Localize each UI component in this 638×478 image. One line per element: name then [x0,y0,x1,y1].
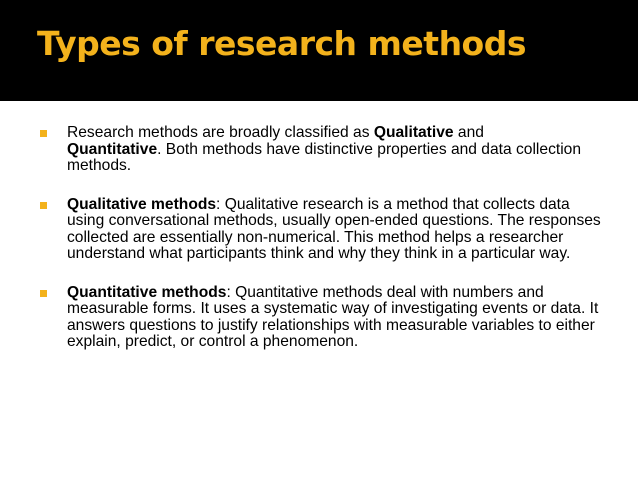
bullet-bold-term: Quantitative [67,140,158,158]
square-bullet-icon [40,130,47,137]
square-bullet-icon [40,290,47,297]
bullet-item-qualitative [40,197,610,263]
square-bullet-icon [40,202,47,209]
bullet-item-quantitative [40,285,610,351]
bullet-bold-term: Qualitative methods [67,195,217,213]
title-bar [0,0,638,101]
bullet-text: : Qualitative research is a method that collects data using conversational methods, usually open-ended questions. The responses collected are essentially non-numerical. This method helps a researcher understand what participants think and why they think in a particular way. [67,195,601,262]
bullet-list [40,125,610,373]
bullet-bold-term: Qualitative [373,124,454,141]
bullet-bold-term: Quantitative methods [67,283,227,301]
bullet-text: : Quantitative methods deal with numbers and measurable forms. It uses a systematic way of investigating events or data. It answers questions to justify relationships with measurable variables to either explain, predict, or control a phenomenon. [67,283,599,350]
slide-title: Types of research methods [37,24,526,63]
bullet-text: . Both methods have distinctive properties and data collection methods. [67,140,582,174]
bullet-item-classification [40,125,610,175]
bullet-text: Research methods are broadly classified as [67,124,374,141]
bullet-text: and [453,124,484,141]
